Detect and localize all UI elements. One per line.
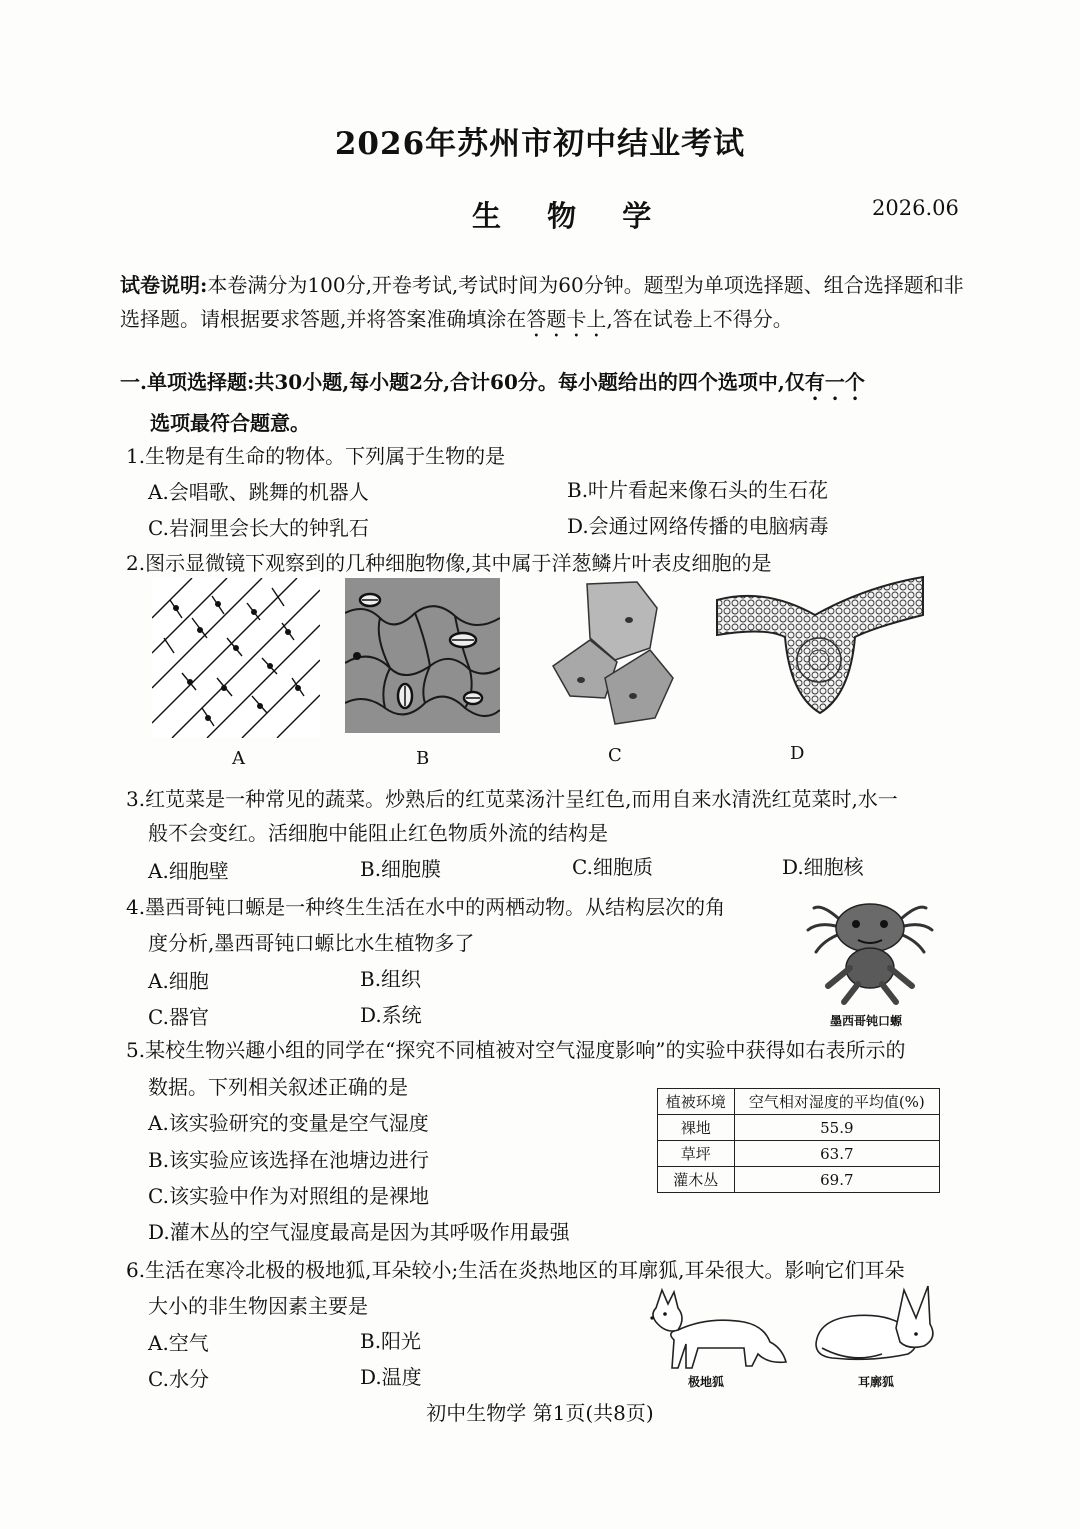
question-5-stem-line-1: 5.某校生物兴趣小组的同学在“探究不同植被对空气湿度影响”的实验中获得如右表所示的 [126, 1038, 906, 1062]
section-text-end: 选项最符合题意。 [150, 411, 310, 435]
q6-option-b: B.阳光 [360, 1329, 422, 1353]
section-label: 一.单项选择题: [120, 370, 255, 394]
question-4-stem-line-1: 4.墨西哥钝口螈是一种终生生活在水中的两栖动物。从结构层次的角 [126, 895, 726, 919]
figure-label-d: D [790, 743, 805, 764]
table-cell: 63.7 [734, 1141, 939, 1167]
exam-title: 2026年苏州市初中结业考试 [334, 126, 746, 162]
question-4-stem-line-2: 度分析,墨西哥钝口螈比水生植物多了 [148, 931, 475, 955]
fennec-fox-image [812, 1284, 944, 1366]
table-cell: 55.9 [734, 1115, 939, 1141]
q3-option-b: B.细胞膜 [360, 857, 442, 881]
table-cell: 灌木丛 [658, 1167, 735, 1193]
q1-option-d: D.会通过网络传播的电脑病毒 [567, 514, 829, 538]
q6-option-a: A.空气 [148, 1331, 209, 1355]
q6-option-c: C.水分 [148, 1367, 209, 1391]
question-1-stem: 1.生物是有生命的物体。下列属于生物的是 [126, 444, 506, 468]
q5-option-c: C.该实验中作为对照组的是裸地 [148, 1184, 429, 1208]
q4-option-c: C.器官 [148, 1005, 209, 1029]
cell-image-d [715, 575, 925, 720]
humidity-table [657, 1088, 940, 1193]
question-3-stem-line-2: 般不会变红。活细胞中能阻止红色物质外流的结构是 [148, 821, 608, 845]
q1-option-b: B.叶片看起来像石头的生石花 [567, 478, 829, 502]
exam-instructions [120, 268, 970, 342]
q6-option-d: D.温度 [360, 1365, 422, 1389]
cell-image-b [345, 578, 500, 733]
exam-date: 2026.06 [872, 196, 959, 220]
figure-label-c: C [608, 745, 622, 766]
axolotl-image [800, 878, 940, 1008]
table-row [658, 1115, 940, 1141]
figure-label-b: B [416, 748, 430, 769]
arctic-fox-image [648, 1282, 788, 1370]
table-cell: 草坪 [658, 1141, 735, 1167]
table-row [658, 1141, 940, 1167]
fennec-fox-caption: 耳廓狐 [858, 1375, 895, 1389]
question-6-stem-line-1: 6.生活在寒冷北极的极地狐,耳朵较小;生活在炎热地区的耳廓狐,耳朵很大。影响它们耳朵 [126, 1258, 905, 1282]
section-emphasis: 有一个 [804, 370, 865, 394]
q4-option-a: A.细胞 [148, 969, 209, 993]
q3-option-a: A.细胞壁 [148, 859, 229, 883]
section-text: 共30小题,每小题2分,合计60分。每小题给出的四个选项中,仅 [254, 370, 805, 394]
question-2-stem: 2.图示显微镜下观察到的几种细胞物像,其中属于洋葱鳞片叶表皮细胞的是 [126, 551, 772, 575]
section-heading [120, 364, 970, 441]
q4-option-d: D.系统 [360, 1003, 422, 1027]
q5-option-d: D.灌木丛的空气湿度最高是因为其呼吸作用最强 [148, 1220, 570, 1244]
instructions-emphasis: 答题卡上 [526, 307, 607, 331]
instructions-text: 本卷满分为100分,开卷考试,考试时间为60分钟。题型为单项选择题、组合选择题和非选择题。请根据要求答题,并将答案准确填涂在 [120, 273, 964, 331]
instructions-text-end: ,答在试卷上不得分。 [606, 307, 793, 331]
table-header-humidity: 空气相对湿度的平均值(%) [734, 1089, 939, 1115]
q5-option-b: B.该实验应该选择在池塘边进行 [148, 1148, 430, 1172]
subject-title: 生 物 学 [472, 199, 670, 233]
table-header-row [658, 1089, 940, 1115]
question-5-stem-line-2: 数据。下列相关叙述正确的是 [148, 1075, 408, 1099]
page-footer: 初中生物学 第1页(共8页) [426, 1401, 654, 1425]
table-cell: 裸地 [658, 1115, 735, 1141]
table-row [658, 1167, 940, 1193]
q1-option-c: C.岩洞里会长大的钟乳石 [148, 516, 369, 540]
question-3-stem-line-1: 3.红苋菜是一种常见的蔬菜。炒熟后的红苋菜汤汁呈红色,而用自来水清洗红苋菜时,水一 [126, 787, 898, 811]
instructions-label: 试卷说明: [120, 273, 208, 297]
arctic-fox-caption: 极地狐 [688, 1375, 725, 1389]
figure-label-a: A [232, 748, 245, 769]
question-6-stem-line-2: 大小的非生物因素主要是 [148, 1294, 368, 1318]
q1-option-a: A.会唱歌、跳舞的机器人 [148, 480, 369, 504]
q5-option-a: A.该实验研究的变量是空气湿度 [148, 1111, 429, 1135]
q3-option-c: C.细胞质 [572, 855, 653, 879]
cell-image-a [152, 578, 320, 738]
table-header-vegetation: 植被环境 [658, 1089, 735, 1115]
table-cell: 69.7 [734, 1167, 939, 1193]
axolotl-caption: 墨西哥钝口螈 [830, 1014, 903, 1028]
q4-option-b: B.组织 [360, 967, 422, 991]
q3-option-d: D.细胞核 [782, 855, 864, 879]
cell-image-c [545, 578, 675, 728]
